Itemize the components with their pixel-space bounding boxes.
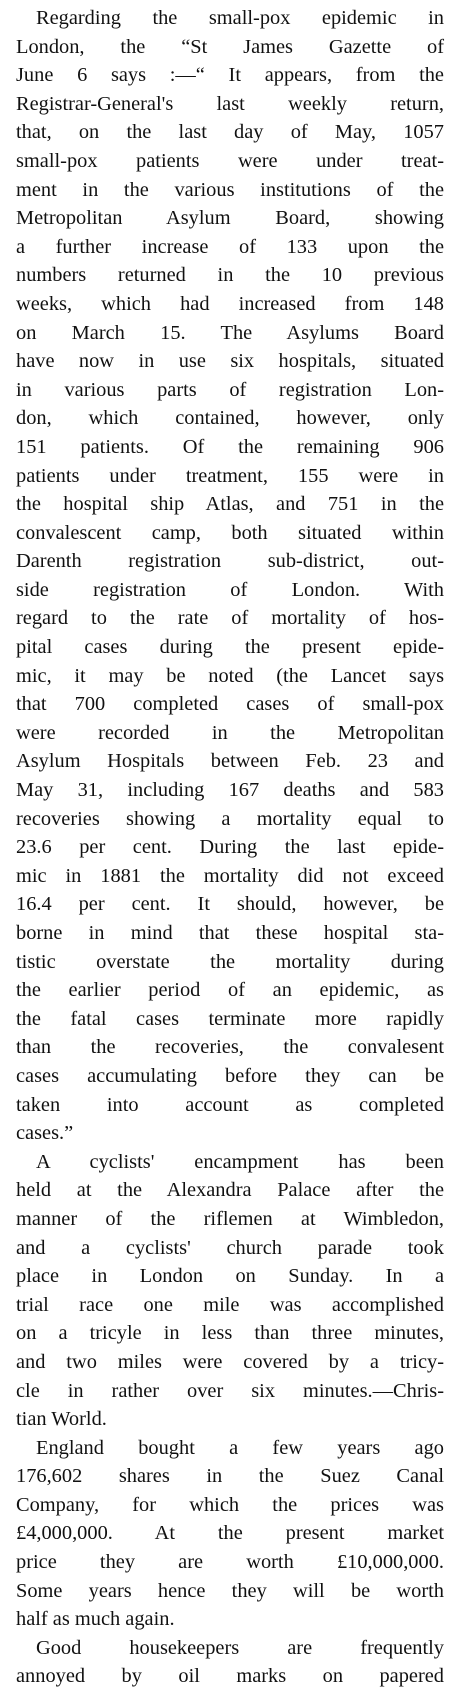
text-line: the earlier period of an epidemic, as bbox=[16, 979, 444, 1002]
text-line: that, on the last day of May, 1057 bbox=[16, 121, 444, 144]
text-line: were recorded in the Metropolitan bbox=[16, 721, 444, 744]
text-line: have now in use six hospitals, situated bbox=[16, 350, 444, 373]
text-line: taken into account as completed bbox=[16, 1093, 444, 1116]
text-line: annoyed by oil marks on papered bbox=[16, 1665, 444, 1688]
text-line: tistic overstate the mortality during bbox=[16, 950, 444, 973]
text-line: ment in the various institutions of the bbox=[16, 178, 444, 201]
text-line: Good housekeepers are frequently bbox=[36, 1636, 444, 1659]
text-line: the fatal cases terminate more rapidly bbox=[16, 1007, 444, 1030]
text-line: half as much again. bbox=[16, 1608, 175, 1631]
text-line: and two miles were covered by a tricy- bbox=[16, 1350, 444, 1373]
text-line: numbers returned in the 10 previous bbox=[16, 264, 444, 287]
text-line: cases accumulating before they can be bbox=[16, 1064, 444, 1087]
text-line: that 700 completed cases of small-pox bbox=[16, 693, 444, 716]
text-line: weeks, which had increased from 148 bbox=[16, 292, 444, 315]
text-line: in various parts of registration Lon- bbox=[16, 378, 444, 401]
text-line: Regarding the small-pox epidemic in bbox=[36, 7, 444, 29]
text-line: Asylum Hospitals between Feb. 23 and bbox=[16, 750, 444, 773]
text-line: on a tricyle in less than three minutes, bbox=[16, 1322, 444, 1345]
text-line: price they are worth £10,000,000. bbox=[16, 1551, 444, 1574]
text-line: tian World. bbox=[16, 1408, 107, 1431]
text-line: 151 patients. Of the remaining 906 bbox=[16, 435, 444, 458]
text-line: London, the “St James Gazette of bbox=[16, 35, 444, 58]
text-line: Metropolitan Asylum Board, showing bbox=[16, 207, 444, 230]
text-line: patients under treatment, 155 were in bbox=[16, 464, 444, 487]
text-line: England bought a few years ago bbox=[36, 1436, 444, 1459]
text-line: A cyclists' encampment has been bbox=[36, 1150, 444, 1173]
text-line: small-pox patients were under treat- bbox=[16, 149, 444, 172]
text-line: and a cyclists' church parade took bbox=[16, 1236, 444, 1259]
text-line: trial race one mile was accomplished bbox=[16, 1293, 444, 1316]
text-line: on March 15. The Asylums Board bbox=[16, 321, 444, 344]
text-line: recoveries showing a mortality equal to bbox=[16, 807, 444, 830]
text-line: cle in rather over six minutes.—Chris- bbox=[16, 1379, 444, 1402]
paragraph-suez-canal-shares bbox=[16, 1434, 444, 1634]
text-line: 23.6 per cent. During the last epide- bbox=[16, 836, 444, 859]
text-line: convalescent camp, both situated within bbox=[16, 521, 444, 544]
paragraph-housekeepers bbox=[16, 1634, 444, 1691]
text-line: held at the Alexandra Palace after the bbox=[16, 1179, 444, 1202]
text-line: pital cases during the present epide- bbox=[16, 636, 444, 659]
text-line: don, which contained, however, only bbox=[16, 407, 444, 430]
text-line: 16.4 per cent. It should, however, be bbox=[16, 893, 444, 916]
text-line: Some years hence they will be worth bbox=[16, 1579, 444, 1602]
text-line: May 31, including 167 deaths and 583 bbox=[16, 779, 444, 802]
text-line: Darenth registration sub-district, out- bbox=[16, 550, 444, 573]
text-line: mic in 1881 the mortality did not exceed bbox=[16, 864, 444, 887]
text-line: £4,000,000. At the present market bbox=[16, 1522, 444, 1545]
text-line: Company, for which the prices was bbox=[16, 1493, 444, 1516]
text-line: manner of the riflemen at Wimbledon, bbox=[16, 1207, 444, 1230]
text-line: place in London on Sunday. In a bbox=[16, 1265, 444, 1288]
text-line: regard to the rate of mortality of hos- bbox=[16, 607, 444, 630]
text-line: the hospital ship Atlas, and 751 in the bbox=[16, 493, 444, 516]
text-line: than the recoveries, the convalesent bbox=[16, 1036, 444, 1059]
text-line: Registrar-General's last weekly return, bbox=[16, 92, 444, 115]
text-line: cases.” bbox=[16, 1122, 74, 1145]
text-line: a further increase of 133 upon the bbox=[16, 235, 444, 258]
text-line: 176,602 shares in the Suez Canal bbox=[16, 1465, 444, 1488]
paragraph-cyclists-encampment bbox=[16, 1148, 444, 1434]
text-line: borne in mind that these hospital sta- bbox=[16, 922, 444, 944]
paragraph-smallpox-epidemic bbox=[16, 4, 444, 1148]
text-line: side registration of London. With bbox=[16, 578, 444, 601]
text-line: mic, it may be noted (the Lancet says bbox=[16, 664, 444, 687]
text-line: June 6 says :—“ It appears, from the bbox=[16, 64, 444, 87]
